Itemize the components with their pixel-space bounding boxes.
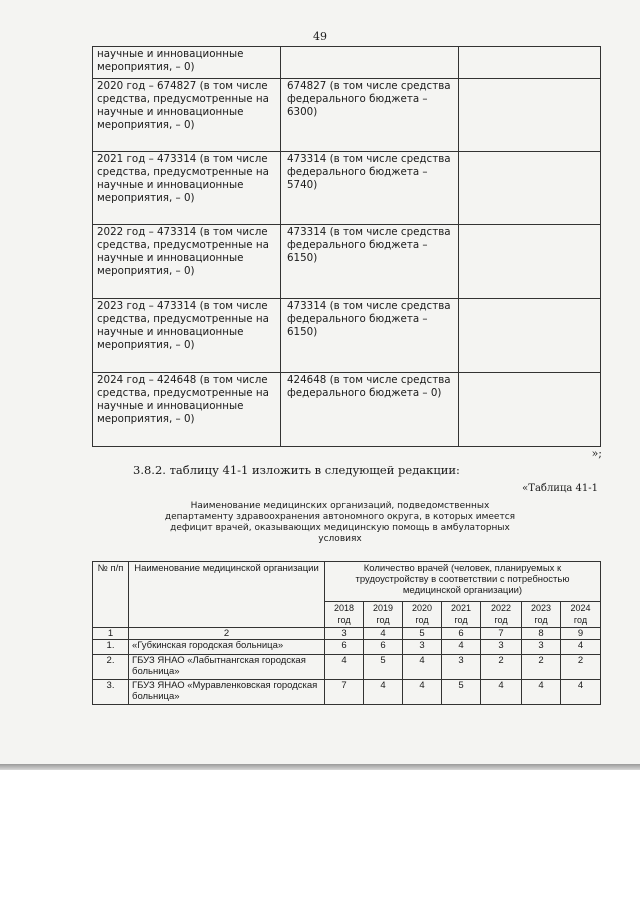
funding-cell-total: 2024 год – 424648 (в том числе средства, предусмотренные на научные и инновационные мероприятия, – 0) [93,373,281,447]
table-row [93,47,601,79]
table-row [93,152,601,225]
column-number: 1 [93,628,129,640]
column-number: 6 [442,628,481,640]
funding-cell-federal: 674827 (в том числе средства федерального бюджета – 6300) [281,79,459,152]
table-row [93,680,601,705]
header-year: 2024 год [561,602,601,628]
row-number: 2. [93,655,129,680]
funding-cell-federal: 473314 (в том числе средства федерального бюджета – 6150) [281,299,459,373]
funding-cell-extra [459,152,601,225]
doctor-count: 7 [325,680,364,705]
funding-table [92,46,601,447]
column-number: 7 [481,628,522,640]
doctor-count: 4 [403,655,442,680]
table-row [93,225,601,299]
column-number: 2 [129,628,325,640]
doctor-count: 6 [325,640,364,655]
doctor-count: 6 [364,640,403,655]
funding-cell-total: 2020 год – 674827 (в том числе средства, предусмотренные на научные и инновационные мероприятия, – 0) [93,79,281,152]
doctors-table [92,561,601,705]
doctor-count: 2 [481,655,522,680]
funding-cell-federal [281,47,459,79]
page-number: 49 [313,30,327,43]
doctor-count: 3 [522,640,561,655]
funding-cell-extra [459,47,601,79]
doctor-count: 4 [561,640,601,655]
doctor-count: 5 [442,680,481,705]
funding-cell-federal: 424648 (в том числе средства федерального бюджета – 0) [281,373,459,447]
table-caption: Наименование медицинских организаций, подведомственных департаменту здравоохранения автономного округа, в которых имеется дефицит врачей, оказывающих медицинскую помощь в амбулаторных условиях [164,501,516,544]
doctor-count: 3 [403,640,442,655]
funding-cell-extra [459,225,601,299]
header-organization: Наименование медицинской организации [129,562,325,628]
funding-cell-extra [459,79,601,152]
column-number: 5 [403,628,442,640]
closing-quote: »; [591,447,602,460]
header-year: 2019 год [364,602,403,628]
table-row [93,79,601,152]
header-year: 2018 год [325,602,364,628]
doctor-count: 4 [403,680,442,705]
doctor-count: 4 [522,680,561,705]
row-number: 3. [93,680,129,705]
doctor-count: 4 [481,680,522,705]
doctor-count: 5 [364,655,403,680]
doctor-count: 4 [364,680,403,705]
funding-cell-extra [459,299,601,373]
table-row [93,640,601,655]
column-number: 3 [325,628,364,640]
funding-cell-total: 2021 год – 473314 (в том числе средства, предусмотренные на научные и инновационные мероприятия, – 0) [93,152,281,225]
funding-cell-federal: 473314 (в том числе средства федерального бюджета – 6150) [281,225,459,299]
organization-name: ГБУЗ ЯНАО «Муравленковская городская больница» [129,680,325,705]
doctor-count: 2 [561,655,601,680]
funding-cell-federal: 473314 (в том числе средства федерального бюджета – 5740) [281,152,459,225]
header-year: 2021 год [442,602,481,628]
organization-name: «Губкинская городская больница» [129,640,325,655]
section-instruction: 3.8.2. таблицу 41-1 изложить в следующей редакции: [133,463,460,477]
row-number: 1. [93,640,129,655]
funding-cell-total: 2023 год – 473314 (в том числе средства, предусмотренные на научные и инновационные мероприятия, – 0) [93,299,281,373]
column-number: 4 [364,628,403,640]
scan-edge [0,764,640,770]
header-year: 2023 год [522,602,561,628]
doctor-count: 4 [325,655,364,680]
funding-cell-total: 2022 год – 473314 (в том числе средства, предусмотренные на научные и инновационные мероприятия, – 0) [93,225,281,299]
header-year: 2020 год [403,602,442,628]
header-year: 2022 год [481,602,522,628]
table-row [93,655,601,680]
column-number-row [93,628,601,640]
column-number: 8 [522,628,561,640]
table-reference: «Таблица 41-1 [522,483,598,494]
table-row [93,299,601,373]
doctor-count: 2 [522,655,561,680]
doctor-count: 4 [561,680,601,705]
header-doctor-count: Количество врачей (человек, планируемых к трудоустройству в соответствии с потребностью медицинской организации) [325,562,601,602]
doctor-count: 3 [442,655,481,680]
column-number: 9 [561,628,601,640]
header-number: № п/п [93,562,129,628]
doctor-count: 3 [481,640,522,655]
doctor-count: 4 [442,640,481,655]
funding-cell-extra [459,373,601,447]
funding-cell-total: научные и инновационные мероприятия, – 0) [93,47,281,79]
table-row [93,373,601,447]
organization-name: ГБУЗ ЯНАО «Лабытнангская городская больница» [129,655,325,680]
